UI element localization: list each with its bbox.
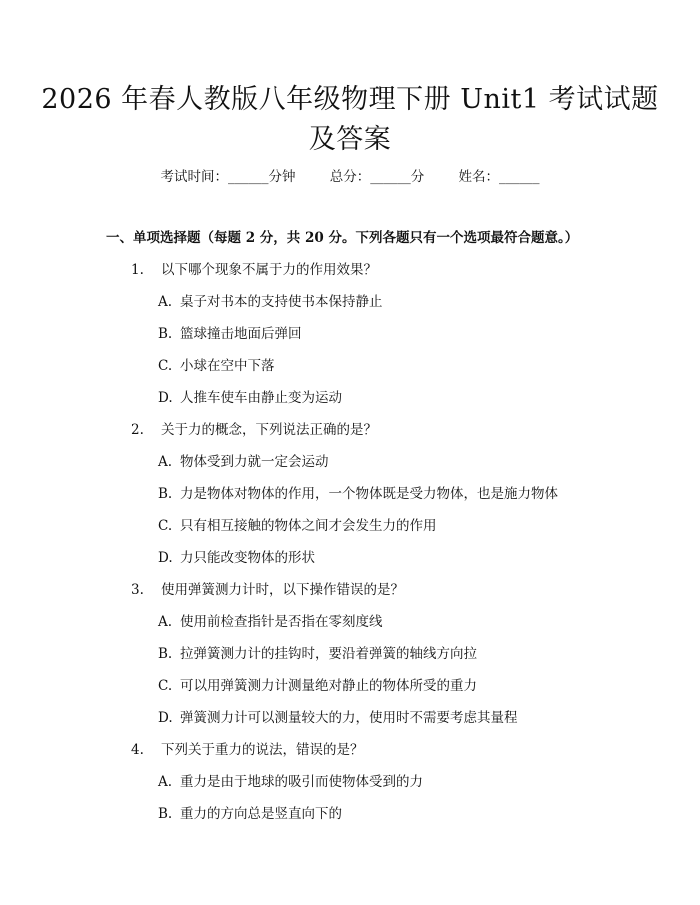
option-letter: D. [158,390,173,406]
question-4-option-a [158,772,423,792]
option-text: 桌子对书本的支持使书本保持静止 [180,294,383,310]
question-3 [131,580,404,600]
option-letter: B. [158,806,173,822]
option-text: 拉弹簧测力计的挂钩时，要沿着弹簧的轴线方向拉 [180,646,477,662]
option-text: 只有相互接触的物体之间才会发生力的作用 [180,518,437,534]
option-letter: A. [158,454,173,470]
total-score-field: 总分：______分 [329,169,425,185]
question-3-option-d [158,708,518,728]
option-text: 重力的方向总是竖直向下的 [180,806,342,822]
exam-meta [0,167,700,187]
question-3-option-c [158,676,477,696]
option-letter: C. [158,518,173,534]
question-text: 使用弹簧测力计时，以下操作错误的是？ [161,582,404,598]
question-2-option-c [158,516,437,536]
option-letter: B. [158,326,173,342]
option-letter: D. [158,710,173,726]
option-letter: C. [158,678,173,694]
option-text: 篮球撞击地面后弹回 [180,326,302,342]
section-heading: 一、单项选择题（每题 2 分，共 20 分。下列各题只有一个选项最符合题意。） [106,230,579,246]
option-text: 力是物体对物体的作用，一个物体既是受力物体，也是施力物体 [180,486,558,502]
option-text: 使用前检查指针是否指在零刻度线 [180,614,383,630]
question-1-option-a [158,292,383,312]
question-2 [131,420,377,440]
question-number: 1. [131,262,144,278]
student-name-field: 姓名：______ [458,169,540,185]
option-text: 人推车使车由静止变为运动 [180,390,342,406]
question-1-option-d [158,388,342,408]
question-text: 下列关于重力的说法，错误的是？ [161,742,364,758]
question-2-option-b [158,484,558,504]
option-letter: D. [158,550,173,566]
question-number: 3. [131,582,144,598]
option-text: 弹簧测力计可以测量较大的力，使用时不需要考虑其量程 [180,710,518,726]
question-4 [131,740,364,760]
option-letter: A. [158,774,173,790]
exam-time-field: 考试时间：______分钟 [160,169,296,185]
question-1-option-b [158,324,302,344]
question-3-option-a [158,612,383,632]
document-title: 2026 年春人教版八年级物理下册 Unit1 考试试题及答案 [41,84,659,155]
option-text: 物体受到力就一定会运动 [180,454,329,470]
question-3-option-b [158,644,477,664]
question-text: 以下哪个现象不属于力的作用效果？ [161,262,377,278]
question-number: 4. [131,742,144,758]
option-text: 小球在空中下落 [180,358,275,374]
option-letter: A. [158,294,173,310]
option-text: 可以用弹簧测力计测量绝对静止的物体所受的重力 [180,678,477,694]
option-text: 重力是由于地球的吸引而使物体受到的力 [180,774,423,790]
option-letter: A. [158,614,173,630]
question-4-option-b [158,804,342,824]
question-2-option-d [158,548,315,568]
option-letter: B. [158,486,173,502]
question-text: 关于力的概念，下列说法正确的是？ [161,422,377,438]
question-2-option-a [158,452,329,472]
option-text: 力只能改变物体的形状 [180,550,315,566]
option-letter: C. [158,358,173,374]
question-1 [131,260,377,280]
question-number: 2. [131,422,144,438]
question-1-option-c [158,356,275,376]
option-letter: B. [158,646,173,662]
